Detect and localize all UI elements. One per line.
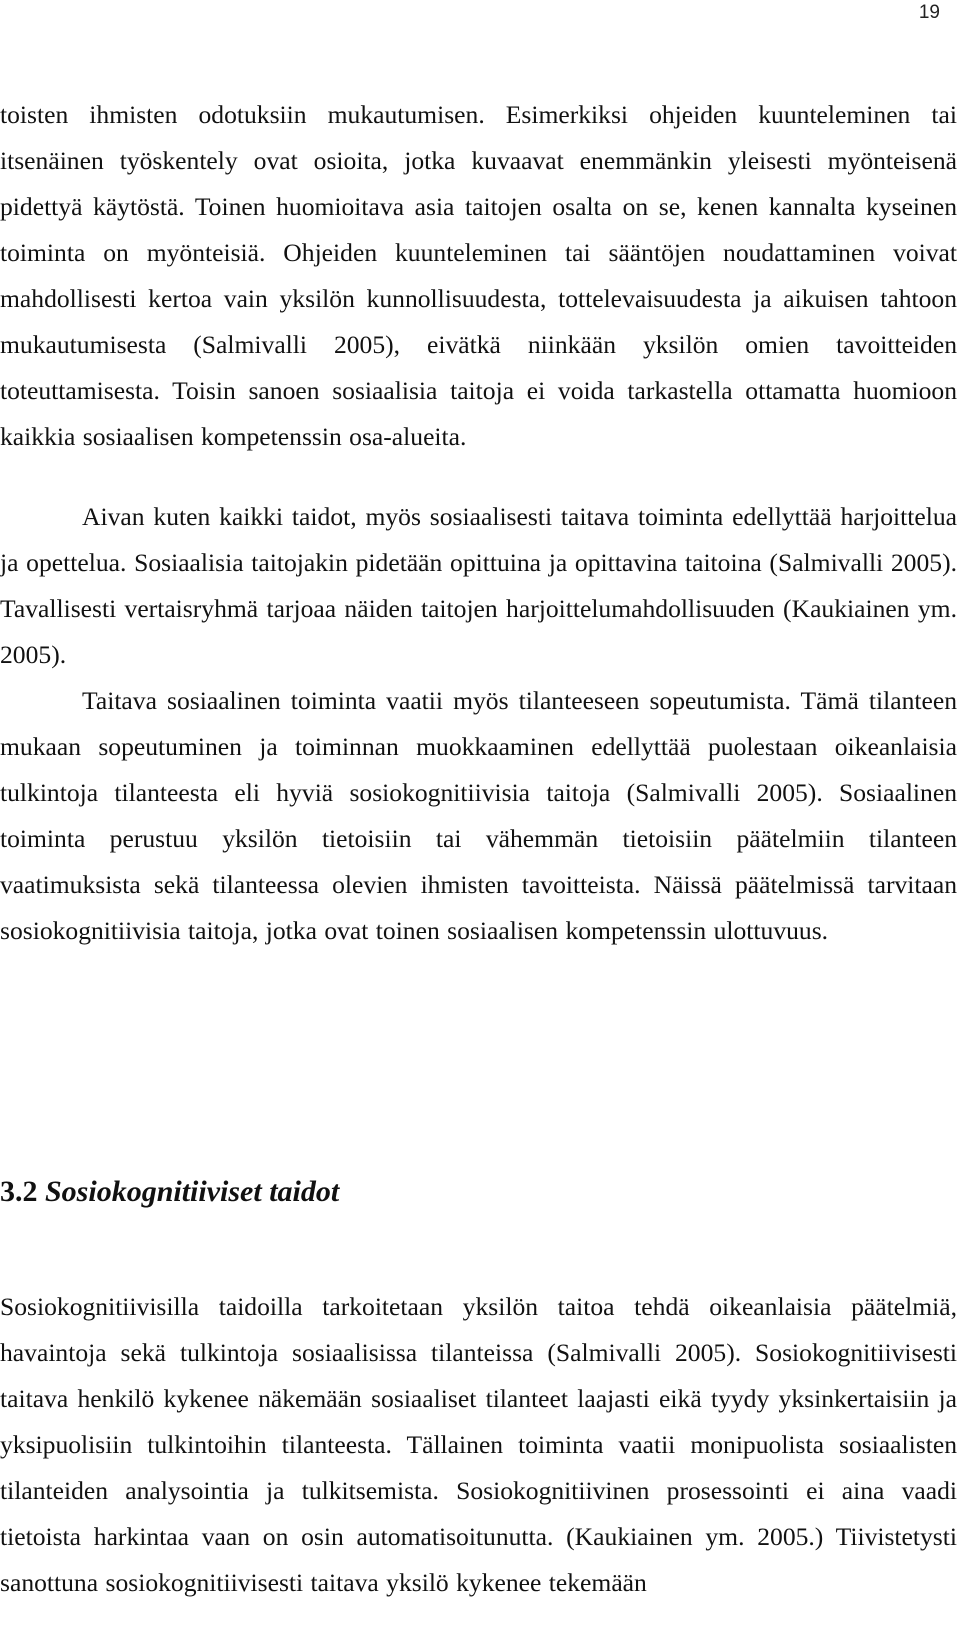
section-number: 3.2 (0, 1175, 38, 1208)
page-number: 19 (918, 2, 940, 23)
body-paragraph: toisten ihmisten odotuksiin mukautumisen. Esimerkiksi ohjeiden kuunteleminen tai itsenäinen työskentely ovat osioita, jotka kuvaavat enemmänkin yleisesti myönteisenä pidettyä käytöstä. Toinen huomioitava asia taitojen osalta on se, kenen kannalta kyseinen toiminta on myönteisiä. Ohjeiden kuunteleminen tai sääntöjen noudattaminen voivat mahdollisesti kertoa vain yksilön kunnollisuudesta, tottelevaisuudesta ja aikuisen tahtoon mukautumisesta (Salmivalli 2005), eivätkä niinkään yksilön omien tavoitteiden toteuttamisesta. Toisin sanoen sosiaalisia taitoja ei voida tarkastella ottamatta huomioon kaikkia sosiaalisen kompetenssin osa-alueita. (0, 100, 957, 451)
section-title: Sosiokognitiiviset taidot (45, 1175, 340, 1208)
section-heading (0, 1172, 339, 1212)
body-paragraph: Taitava sosiaalinen toiminta vaatii myös tilanteeseen sopeutumista. Tämä tilanteen mukaan sopeutuminen ja toiminnan muokkaaminen edellyttää puolestaan oikeanlaisia tulkintoja tilanteesta eli hyviä sosiokognitiivisia taitoja (Salmivalli 2005). Sosiaalinen toiminta perustuu yksilön tietoisiin tai vähemmän tietoisiin päätelmiin tilanteen vaatimuksista sekä tilanteessa olevien ihmisten tavoitteista. Näissä päätelmissä tarvitaan sosiokognitiivisia taitoja, jotka ovat toinen sosiaalisen kompetenssin ulottuvuus. (0, 686, 957, 945)
body-paragraph: Sosiokognitiivisilla taidoilla tarkoitetaan yksilön taitoa tehdä oikeanlaisia päätelmiä, havaintoja sekä tulkintoja sosiaalisissa tilanteissa (Salmivalli 2005). Sosiokognitiivisesti taitava henkilö kykenee näkemään sosiaaliset tilanteet laajasti eikä tyydy yksinkertaisiin ja yksipuolisiin tulkintoihin tilanteesta. Tällainen toiminta vaatii monipuolista sosiaalisten tilanteiden analysointia ja tulkitsemista. Sosiokognitiivinen prosessointi ei aina vaadi tietoista harkintaa vaan on osin automatisoitunutta. (Kaukiainen ym. 2005.) Tiivistetysti sanottuna sosiokognitiivisesti taitava yksilö kykenee tekemään (0, 1292, 957, 1597)
body-paragraph: Aivan kuten kaikki taidot, myös sosiaalisesti taitava toiminta edellyttää harjoittelua ja opettelua. Sosiaalisia taitojakin pidetään opittuina ja opittavina taitoina (Salmivalli 2005). Tavallisesti vertaisryhmä tarjoaa näiden taitojen harjoittelumahdollisuuden (Kaukiainen ym. 2005). (0, 502, 957, 669)
